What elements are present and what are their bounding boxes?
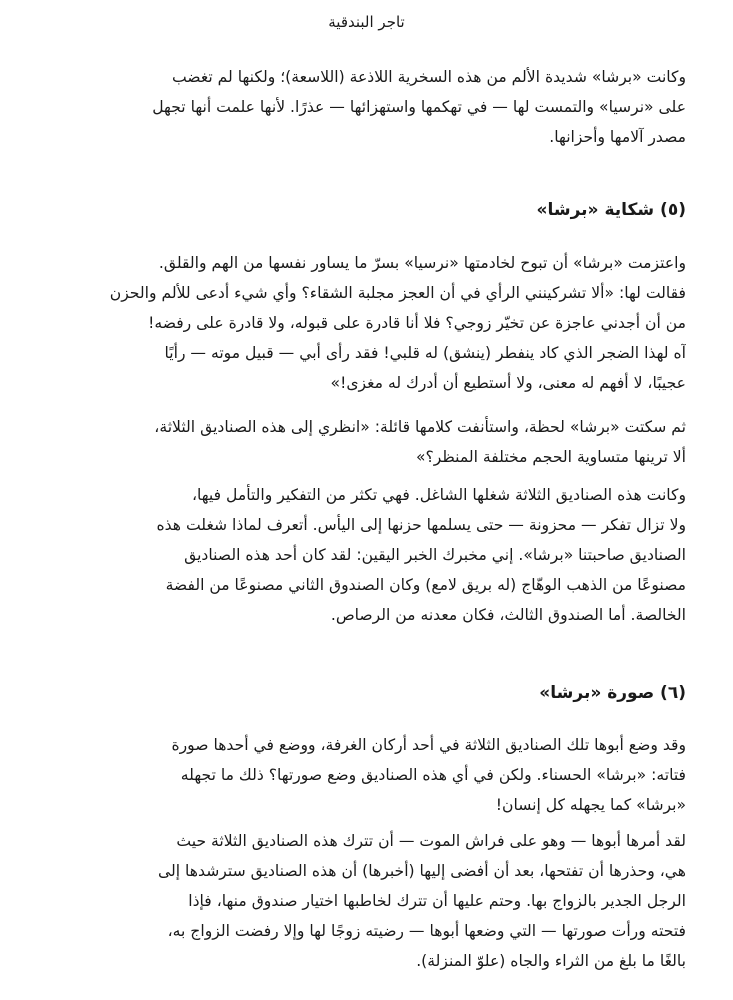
paragraph	[44, 826, 686, 976]
text-line: وقد وضع أبوها تلك الصناديق الثلاثة في أحد أركان الغرفة، ووضع في أحدها صورة	[171, 736, 686, 754]
text-line: ولا تزال تفكر — محزونة — حتى يسلمها حزنها إلى اليأس. أتعرف لماذا شغلت هذه	[156, 516, 686, 534]
text-line: واعتزمت «برشا» أن تبوح لخادمتها «نرسيا» بسرّ ما يساور نفسها من الهم والقلق.	[158, 254, 686, 272]
text-line: على «نرسيا» والتمست لها — في تهكمها واستهزائها — عذرًا. لأنها علمت أنها تجهل	[152, 98, 686, 116]
paragraph	[44, 62, 686, 152]
text-line: ألا ترينها متساوية الحجم مختلفة المنظر؟»	[415, 448, 686, 466]
text-line: لقد أمرها أبوها — وهو على فراش الموت — أن تترك هذه الصناديق الثلاثة حيث	[176, 832, 686, 850]
text-line: الرجل الجدير بالزواج بها. وحتم عليها أن تترك لخاطبها اختيار صندوق منها، فإذا	[188, 892, 686, 910]
text-line: الخالصة. أما الصندوق الثالث، فكان معدنه من الرصاص.	[330, 606, 686, 624]
text-line: عجيبًا، لا أفهم له معنى، ولا أستطيع أن أدرك له مغزى!»	[330, 374, 686, 392]
text-line: فتحته ورأت صورتها — التي وضعها أبوها — رضيته زوجًا لها وإلا رفضت الزواج به،	[167, 922, 686, 940]
running-header: تاجر البندقية	[328, 13, 405, 31]
paragraph	[44, 412, 686, 472]
text-line: وكانت «برشا» شديدة الألم من هذه السخرية اللاذعة (اللاسعة)؛ ولكنها لم تغضب	[171, 68, 686, 86]
text-line: مصنوعًا من الذهب الوهّاج (له بريق لامع) وكان الصندوق الثاني مصنوعًا من الفضة	[165, 576, 686, 594]
text-line: فقالت لها: «ألا تشركينني الرأي في أن العجز مجلبة الشقاء؟ وأي شيء أدعى للألم والحزن	[109, 284, 686, 302]
section-heading: (٦) صورة «برشا»	[539, 683, 686, 703]
text-line: فتاته: «برشا» الحسناء. ولكن في أي هذه الصناديق وضع صورتها؟ ذلك ما تجهله	[180, 766, 686, 784]
text-line: ثم سكتت «برشا» لحظة، واستأنفت كلامها قائلة: «انظري إلى هذه الصناديق الثلاثة،	[154, 418, 686, 436]
text-line: هي، وحذرها أن تفتحها، بعد أن أفضى إليها (أخبرها) أن هذه الصناديق سترشدها إلى	[158, 862, 686, 880]
paragraph	[44, 730, 686, 820]
text-line: وكانت هذه الصناديق الثلاثة شغلها الشاغل. فهي تكثر من التفكير والتأمل فيها،	[191, 486, 686, 504]
paragraph	[44, 248, 686, 398]
text-line: «برشا» كما يجهله كل إنسان!	[495, 796, 686, 814]
text-line: بالغًا ما بلغ من الثراء والجاه (علوّ المنزلة).	[416, 952, 686, 970]
text-line: مصدر آلامها وأحزانها.	[549, 128, 686, 146]
section-heading: (٥) شكاية «برشا»	[536, 200, 686, 220]
text-line: آه لهذا الضجر الذي كاد ينفطر (ينشق) له قلبي! فقد رأى أبي — قبيل موته — رأيًا	[164, 344, 686, 362]
text-line: من أن أجدني عاجزة عن تخيّر زوجي؟ فلا أنا قادرة على قبوله، ولا قادرة على رفضه!	[148, 314, 686, 332]
paragraph	[44, 480, 686, 630]
text-line: الصناديق صاحبتنا «برشا». إني مخبرك الخبر اليقين: لقد كان أحد هذه الصناديق	[184, 546, 686, 564]
